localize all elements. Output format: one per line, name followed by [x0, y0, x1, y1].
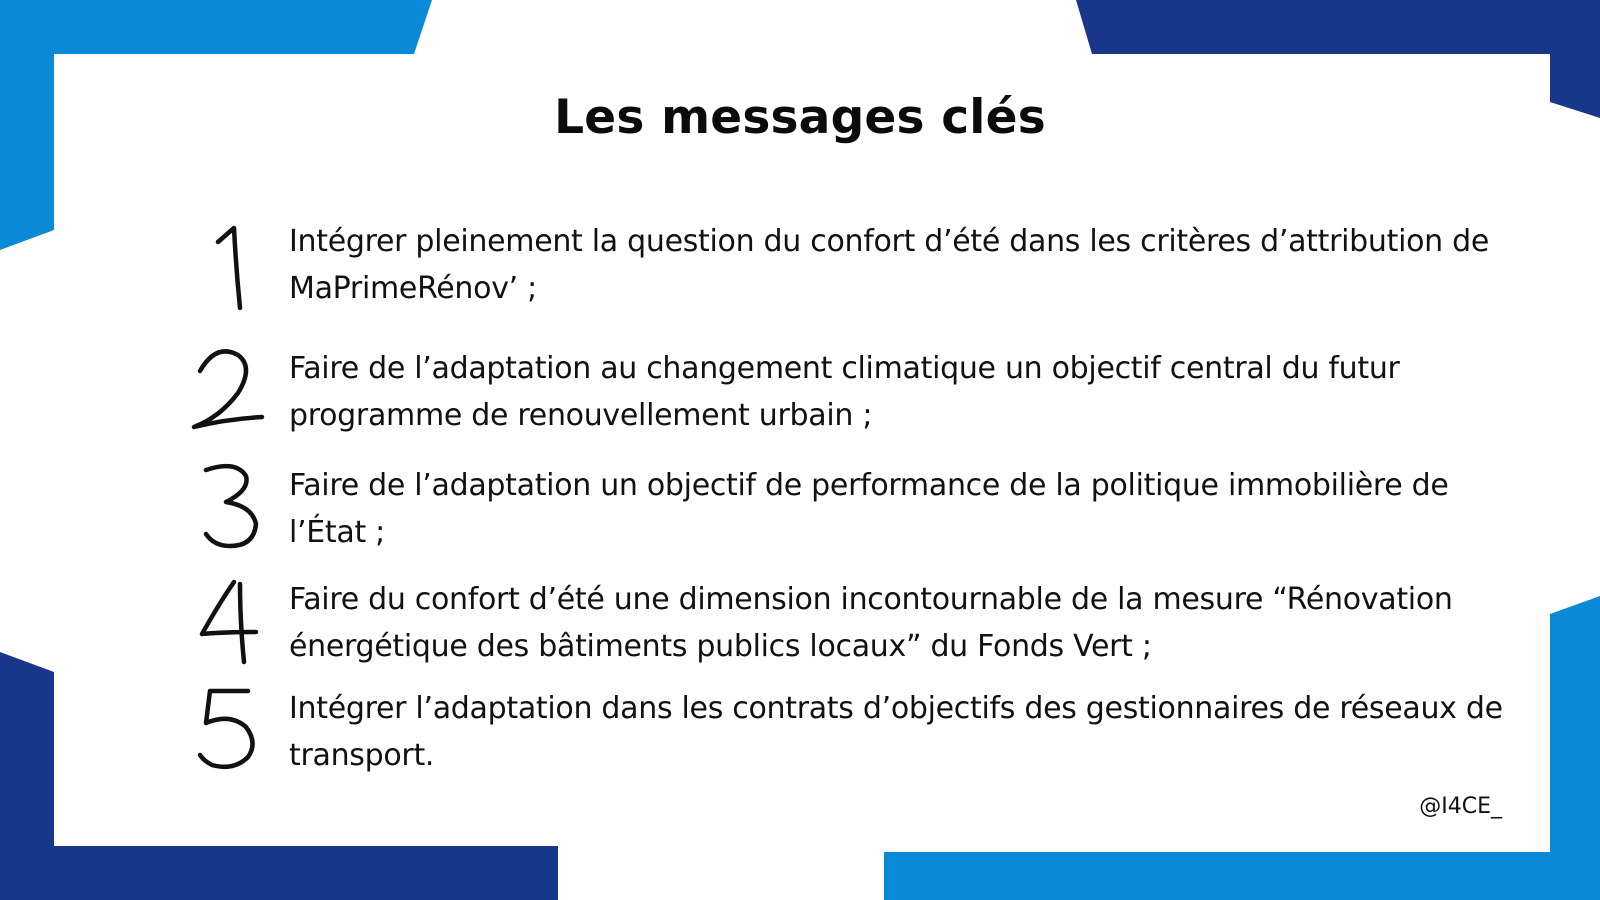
list-item-text: Faire de l’adaptation au changement climatique un objectif central du futur programme de renouvellement urbain ; [289, 351, 1400, 433]
list-item-1 [190, 218, 1520, 318]
number-3-glyph [190, 462, 270, 562]
list-item-text: Intégrer pleinement la question du confort d’été dans les critères d’attribution de MaPrimeRénov’ ; [289, 224, 1490, 306]
number-5-glyph [190, 685, 270, 785]
list-item-text: Intégrer l’adaptation dans les contrats d’objectifs des gestionnaires de réseaux de transport. [289, 691, 1503, 773]
number-1-glyph [190, 218, 270, 318]
number-2-glyph [190, 345, 270, 445]
social-handle: @I4CE_ [1419, 794, 1502, 819]
list-item-5 [190, 685, 1520, 785]
list-item-text: Faire de l’adaptation un objectif de performance de la politique immobilière de l’État ; [289, 468, 1449, 550]
page-title: Les messages clés [554, 90, 1046, 145]
list-item-4 [190, 576, 1520, 676]
list-item-3 [190, 462, 1520, 562]
list-item-2 [190, 345, 1520, 445]
list-item-text: Faire du confort d’été une dimension incontournable de la mesure “Rénovation énergétique des bâtiments publics locaux” du Fonds Vert ; [289, 582, 1453, 664]
number-4-glyph [190, 576, 270, 676]
